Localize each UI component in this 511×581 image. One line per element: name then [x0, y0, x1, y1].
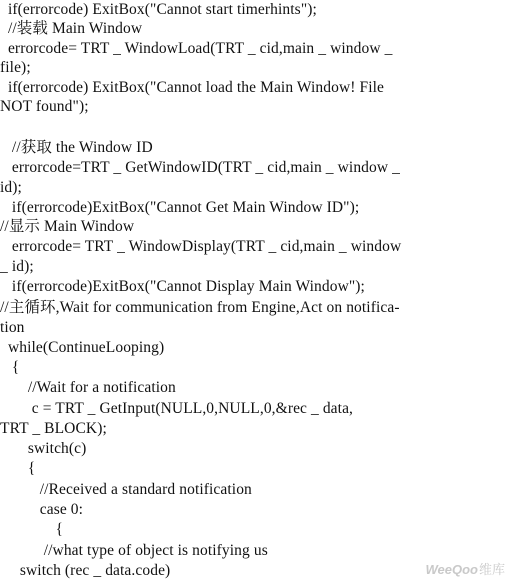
code-line: id); [0, 179, 22, 196]
code-line: TRT _ BLOCK); [0, 420, 107, 437]
code-line: NOT found"); [0, 98, 89, 115]
code-line: switch (rec _ data.code) [0, 562, 171, 579]
watermark-cn: 维库 [478, 562, 505, 577]
code-line: case 0: [0, 501, 84, 518]
code-line: while(ContinueLooping) [0, 339, 165, 356]
code-line: //装载 Main Window [0, 20, 143, 37]
code-line: switch(c) [0, 440, 87, 457]
code-line: errorcode= TRT _ WindowLoad(TRT _ cid,main _ window _ [0, 40, 393, 57]
code-line: { [0, 521, 64, 538]
code-line: errorcode=TRT _ GetWindowID(TRT _ cid,main _ window _ [0, 159, 400, 176]
code-line: if(errorcode)ExitBox("Cannot Get Main Window ID"); [0, 199, 360, 216]
code-line: tion [0, 319, 25, 336]
code-line: if(errorcode) ExitBox("Cannot load the Main Window! File [0, 79, 384, 96]
code-line: //what type of object is notifying us [0, 542, 268, 559]
code-line: { [0, 359, 20, 376]
code-line: if(errorcode) ExitBox("Cannot start timerhints"); [0, 1, 317, 18]
code-line: c = TRT _ GetInput(NULL,0,NULL,0,&rec _ data, [0, 400, 354, 417]
code-line: //Wait for a notification [0, 379, 176, 396]
code-line: errorcode= TRT _ WindowDisplay(TRT _ cid,main _ window [0, 238, 402, 255]
code-line: //主循环,Wait for communication from Engine,Act on notifica- [0, 299, 400, 316]
code-line: //Received a standard notification [0, 481, 252, 498]
code-line: //显示 Main Window [0, 218, 135, 235]
code-line: file); [0, 59, 31, 76]
watermark-logo [425, 559, 505, 578]
code-line: if(errorcode)ExitBox("Cannot Display Main Window"); [0, 278, 365, 295]
watermark-brand: WeeQoo [425, 562, 478, 577]
code-line: { [0, 460, 36, 477]
code-line: _ id); [0, 258, 34, 275]
code-line: //获取 the Window ID [0, 139, 153, 156]
